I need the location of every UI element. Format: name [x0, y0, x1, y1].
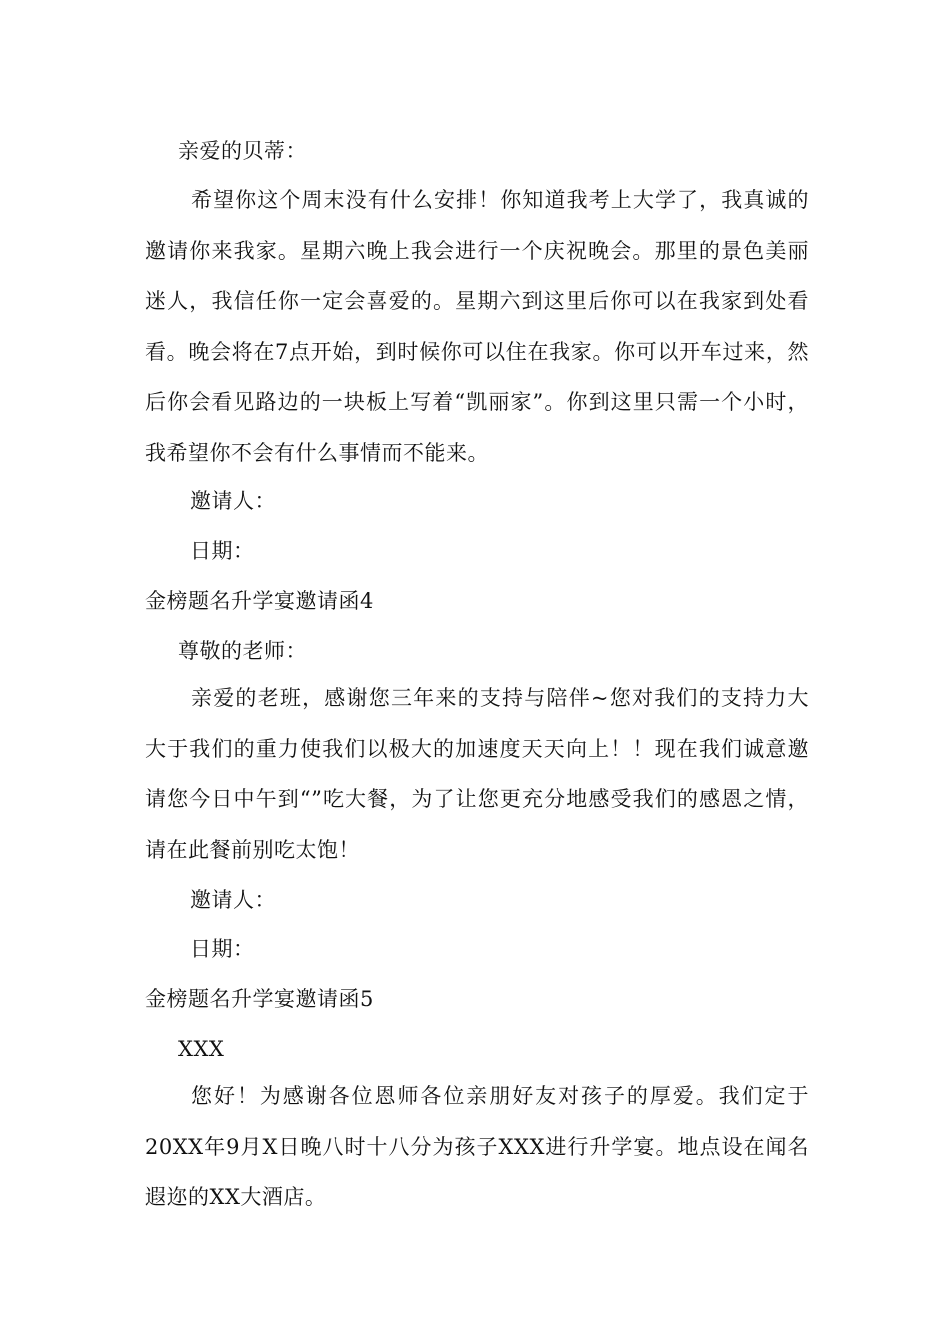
letter5-body: 您好！为感谢各位恩师各位亲朋好友对孩子的厚爱。我们定于20XX年9月X日晚八时十八分为孩子XXX进行升学宴。地点设在闻名遐迩的XX大酒店。: [145, 1084, 809, 1209]
letter3-body: 希望你这个周末没有什么安排！你知道我考上大学了，我真诚的邀请你来我家。星期六晚上我会进行一个庆祝晚会。那里的景色美丽迷人，我信任你一定会喜爱的。星期六到这里后你可以在我家到处看看。晚会将在7点开始，到时候你可以住在我家。你可以开车过来，然后你会看见路边的一块板上写着“凯丽家”。你到这里只需一个小时，我希望你不会有什么事情而不能来。: [145, 188, 809, 465]
letter3-salutation: 亲爱的贝蒂：: [178, 139, 307, 163]
letter4-salutation: 尊敬的老师：: [178, 639, 307, 663]
letter4-body: 亲爱的老班，感谢您三年来的支持与陪伴~您对我们的支持力大大于我们的重力使我们以极大的加速度天天向上！！现在我们诚意邀请您今日中午到“”吃大餐，为了让您更充分地感受我们的感恩之情，请在此餐前别吃太饱！: [145, 686, 809, 862]
letter5-salutation: XXX: [178, 1037, 225, 1061]
letter4-date-label: 日期：: [190, 937, 255, 961]
letter3-date-label: 日期：: [190, 539, 255, 563]
letter4-heading: 金榜题名升学宴邀请函4: [145, 589, 374, 613]
letter5-heading: 金榜题名升学宴邀请函5: [145, 987, 374, 1011]
letter3-inviter-label: 邀请人：: [190, 489, 276, 513]
letter4-inviter-label: 邀请人：: [190, 888, 276, 912]
